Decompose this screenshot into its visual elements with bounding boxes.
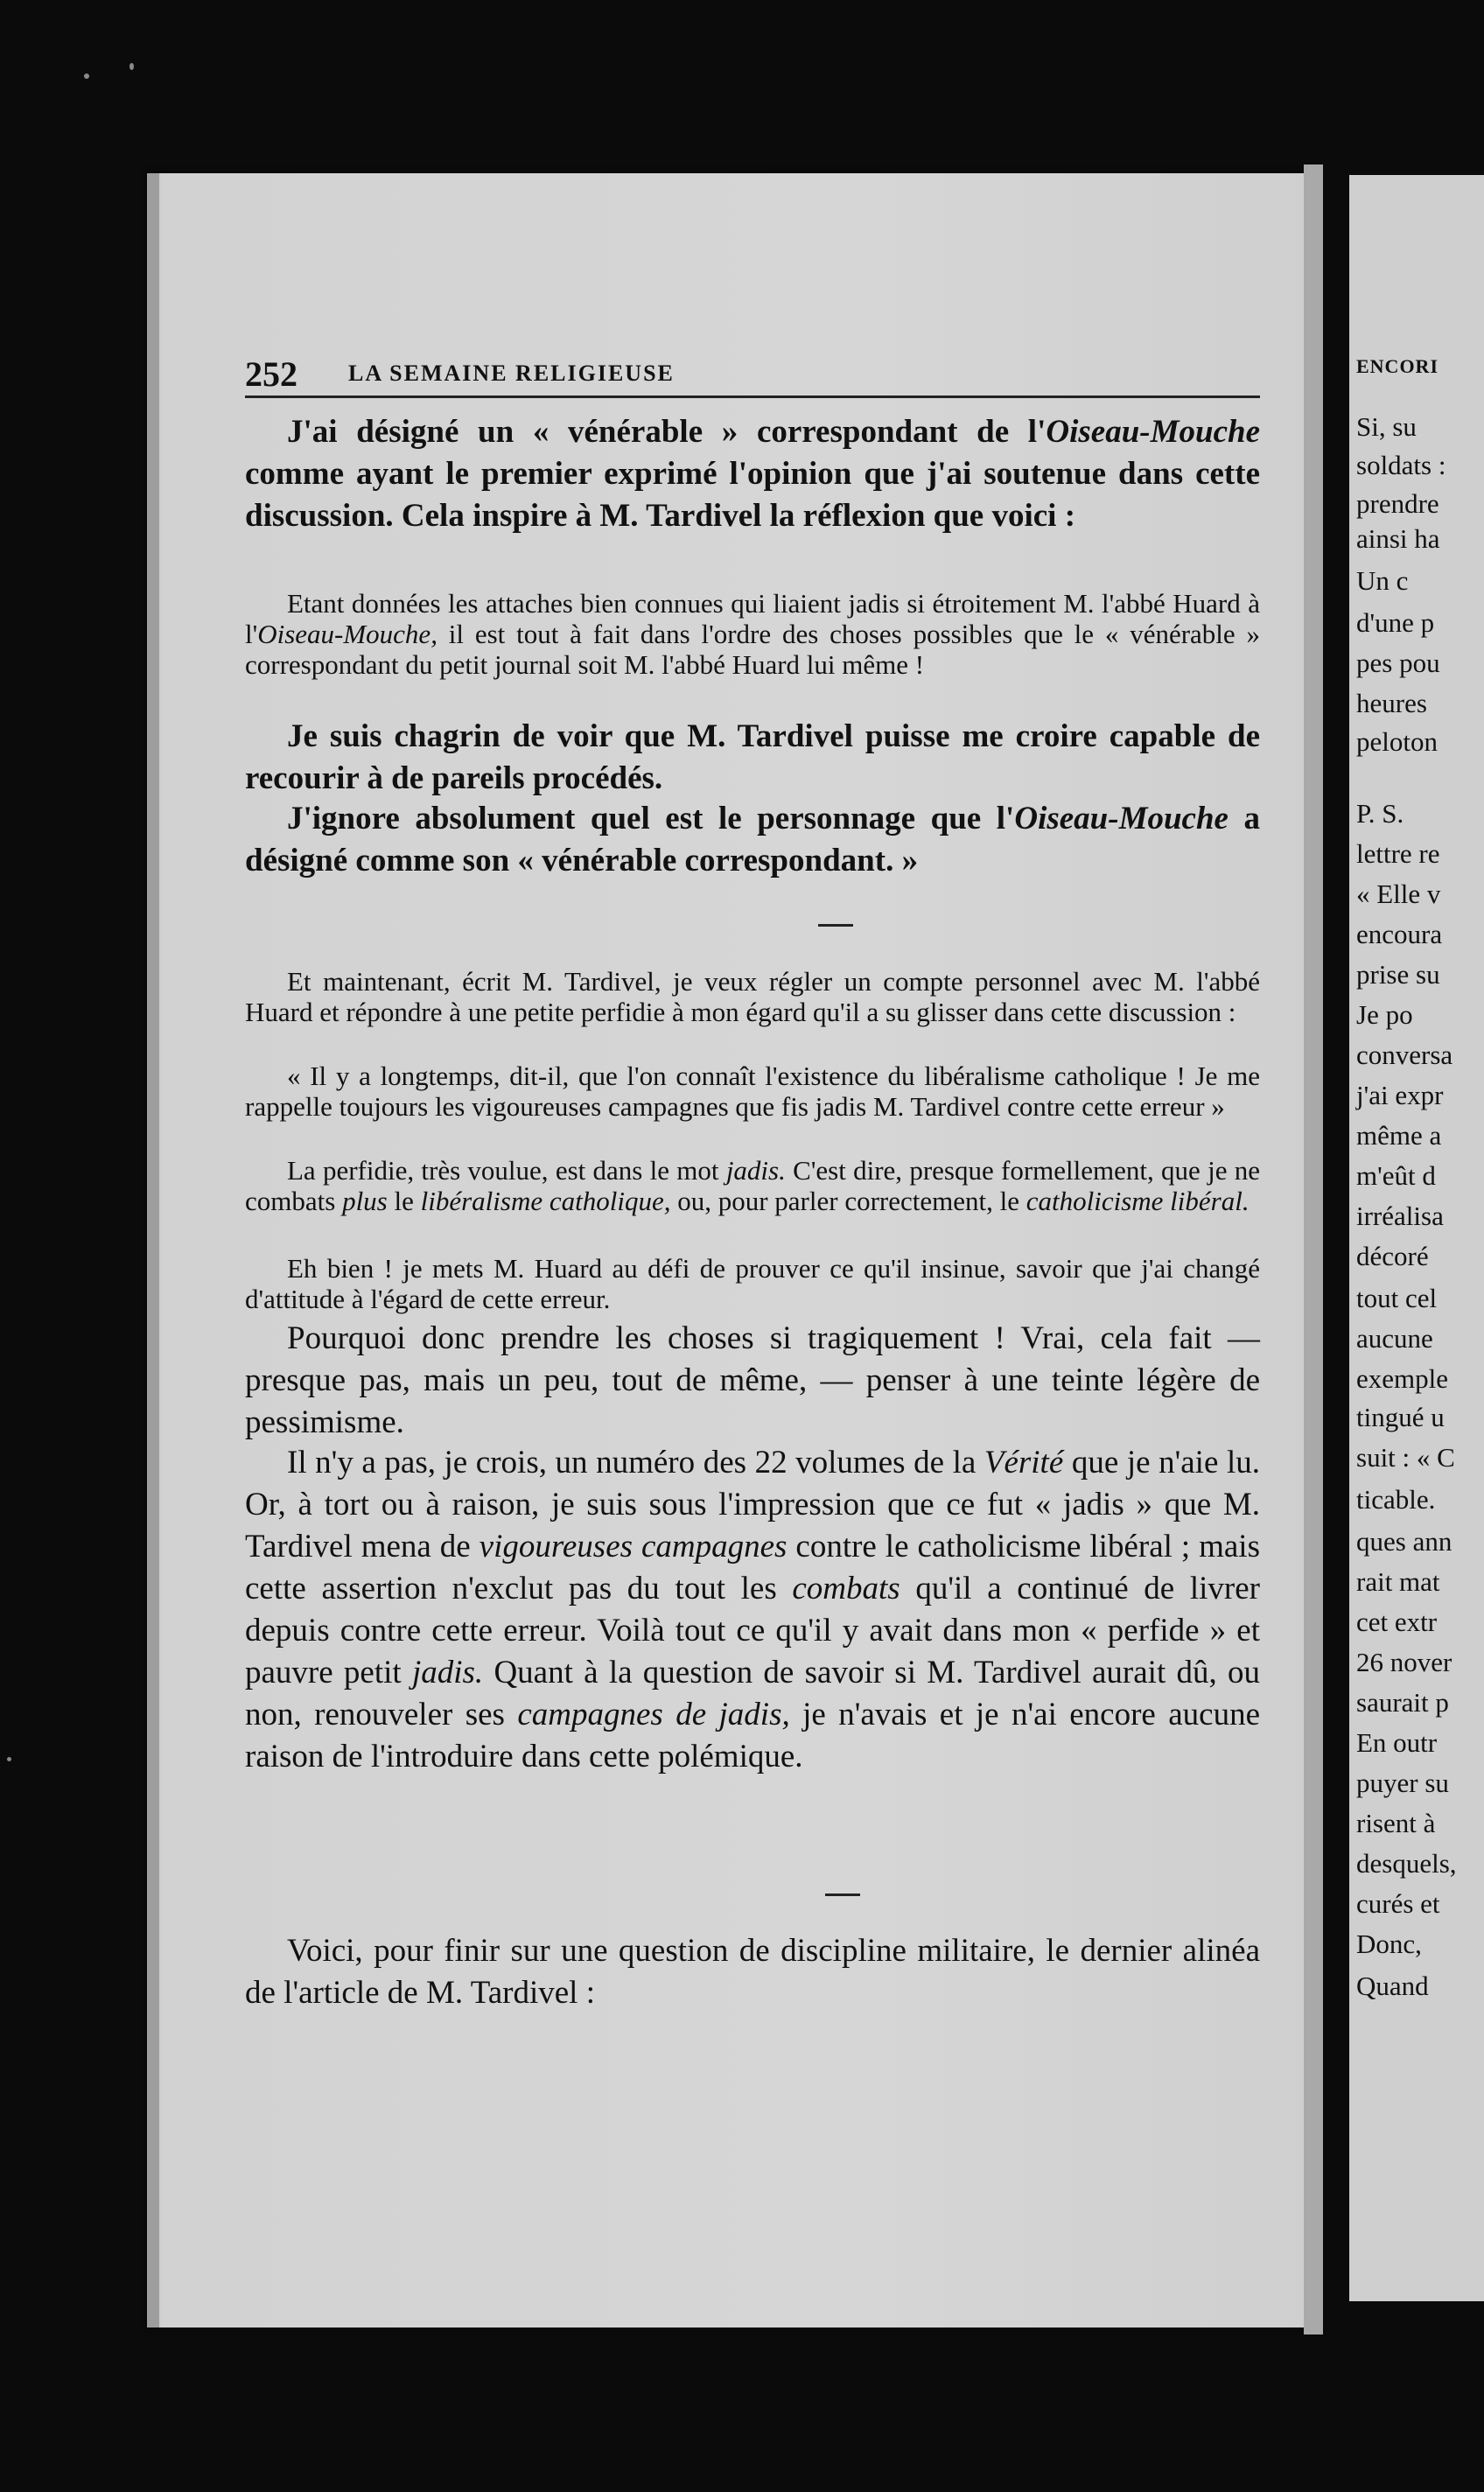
neighbor-line: j'ai expr xyxy=(1356,1080,1444,1110)
running-title: LA SEMAINE RELIGIEUSE xyxy=(348,360,675,386)
page-gutter-shadow xyxy=(147,173,159,2328)
neighbor-line: décoré xyxy=(1356,1241,1429,1271)
header-rule xyxy=(245,396,1260,398)
paragraph-2: Je suis chagrin de voir que M. Tardivel puisse me croire capable de recourir à de pareils procédés. xyxy=(245,718,1260,796)
dust-speck xyxy=(130,63,134,70)
neighbor-line: lettre re xyxy=(1356,838,1440,869)
neighbor-line: desquels, xyxy=(1356,1848,1457,1879)
neighbor-line: suit : « C xyxy=(1356,1442,1455,1473)
neighbor-line: Si, su xyxy=(1356,411,1417,442)
neighbor-line: m'eût d xyxy=(1356,1160,1436,1191)
neighbor-header: ENCORI xyxy=(1356,355,1439,377)
section-dash xyxy=(825,1894,860,1896)
neighbor-line: 26 nover xyxy=(1356,1647,1452,1677)
paragraph-4: Pourquoi donc prendre les choses si tragiquement ! Vrai, cela fait — presque pas, mais un peu, tout de même, — penser à une teinte légère de pessimisme. xyxy=(245,1320,1260,1440)
neighbor-line: aucune xyxy=(1356,1323,1433,1354)
neighbor-line: prendre xyxy=(1356,488,1439,519)
neighbor-line: rait mat xyxy=(1356,1566,1440,1597)
neighbor-line: puyer su xyxy=(1356,1768,1449,1798)
dust-speck xyxy=(7,1757,11,1761)
quotation-2: Et maintenant, écrit M. Tardivel, je veux régler un compte personnel avec M. l'abbé Huard et répondre à une petite perfidie à mon égard qu'il a su glisser dans cette discussion : xyxy=(245,966,1260,1027)
neighbor-line: tout cel xyxy=(1356,1283,1438,1313)
paragraph-1: J'ai désigné un « vénérable » correspondant de l'Oiseau-Mouche comme ayant le premier exprimé l'opinion que j'ai soutenue dans cette discussion. Cela inspire à M. Tardivel la réflexion que voici : xyxy=(245,414,1260,534)
neighbor-line: soldats : xyxy=(1356,450,1446,480)
neighbor-line: encoura xyxy=(1356,919,1443,949)
neighbor-line: Donc, xyxy=(1356,1928,1422,1959)
neighbor-line: d'une p xyxy=(1356,607,1435,638)
quotation-3: « Il y a longtemps, dit-il, que l'on connaît l'existence du libéralisme catholique ! Je me rappelle toujours les vigoureuses campagnes que fis jadis M. Tardivel contre cette erreur » xyxy=(245,1060,1260,1122)
neighbor-line: prise su xyxy=(1356,959,1440,990)
neighbor-line: peloton xyxy=(1356,726,1438,757)
neighbor-line: saurait p xyxy=(1356,1687,1449,1718)
page-edge xyxy=(1304,164,1323,2334)
quotation-4: La perfidie, très voulue, est dans le mot jadis. C'est dire, presque formellement, que je ne combats plus le libéralisme catholique, ou, pour parler correctement, le catholicisme libéral. xyxy=(245,1155,1260,1216)
neighbor-line: « Elle v xyxy=(1356,878,1441,909)
page-header xyxy=(245,354,1260,396)
neighbor-line: pes pou xyxy=(1356,648,1440,678)
neighbor-line: Je po xyxy=(1356,999,1413,1030)
neighbor-line: même a xyxy=(1356,1120,1442,1151)
paragraph-5: Il n'y a pas, je crois, un numéro des 22 volumes de la Vérité que je n'aie lu. Or, à tort ou à raison, je suis sous l'impression que ce fut « jadis » que M. Tardivel mena de vigoureuses campagnes contre le catholicisme libéral ; mais cette assertion n'exclut pas du tout les combats qu'il a continué de livrer depuis contre cette erreur. Voilà tout ce qu'il y avait dans mon « perfide » et pauvre petit jadis. Quant à la question de savoir si M. Tardivel aurait dû, ou non, renouveler ses campagnes de jadis, je n'avais et je n'ai encore aucune raison de l'introduire dans cette polémique. xyxy=(245,1445,1260,1774)
paragraph-3: J'ignore absolument quel est le personnage que l'Oiseau-Mouche a désigné comme son « vénérable correspondant. » xyxy=(245,801,1261,878)
neighbor-line: cet extr xyxy=(1356,1606,1438,1637)
neighbor-line: curés et xyxy=(1356,1888,1440,1919)
neighbor-line: ticable. xyxy=(1356,1484,1436,1515)
neighbor-line: tingué u xyxy=(1356,1402,1445,1432)
neighbor-page xyxy=(1349,175,1484,2301)
neighbor-line: conversa xyxy=(1356,1040,1453,1070)
neighbor-line: Quand xyxy=(1356,1970,1429,2001)
quotation-1: Etant données les attaches bien connues qui liaient jadis si étroitement M. l'abbé Huard à l'Oiseau-Mouche, il est tout à fait dans l'ordre des choses possibles que le « vénérable » correspondant du petit journal soit M. l'abbé Huard lui même ! xyxy=(245,588,1260,680)
neighbor-line: risent à xyxy=(1356,1808,1436,1838)
neighbor-line: En outr xyxy=(1356,1727,1438,1758)
neighbor-line: Un c xyxy=(1356,565,1409,596)
neighbor-line: heures xyxy=(1356,688,1427,718)
neighbor-line: ainsi ha xyxy=(1356,523,1440,554)
neighbor-line: ques ann xyxy=(1356,1526,1452,1557)
neighbor-line: exemple xyxy=(1356,1363,1449,1394)
dust-speck xyxy=(84,74,89,79)
section-dash xyxy=(818,924,853,927)
neighbor-line: irréalisa xyxy=(1356,1200,1444,1231)
neighbor-line: P. S. xyxy=(1356,798,1404,829)
page-number: 252 xyxy=(245,354,298,394)
paragraph-6: Voici, pour finir sur une question de discipline militaire, le dernier alinéa de l'article de M. Tardivel : xyxy=(245,1933,1260,2011)
quotation-5: Eh bien ! je mets M. Huard au défi de prouver ce qu'il insinue, savoir que j'ai changé d'attitude à l'égard de cette erreur. xyxy=(245,1253,1260,1314)
